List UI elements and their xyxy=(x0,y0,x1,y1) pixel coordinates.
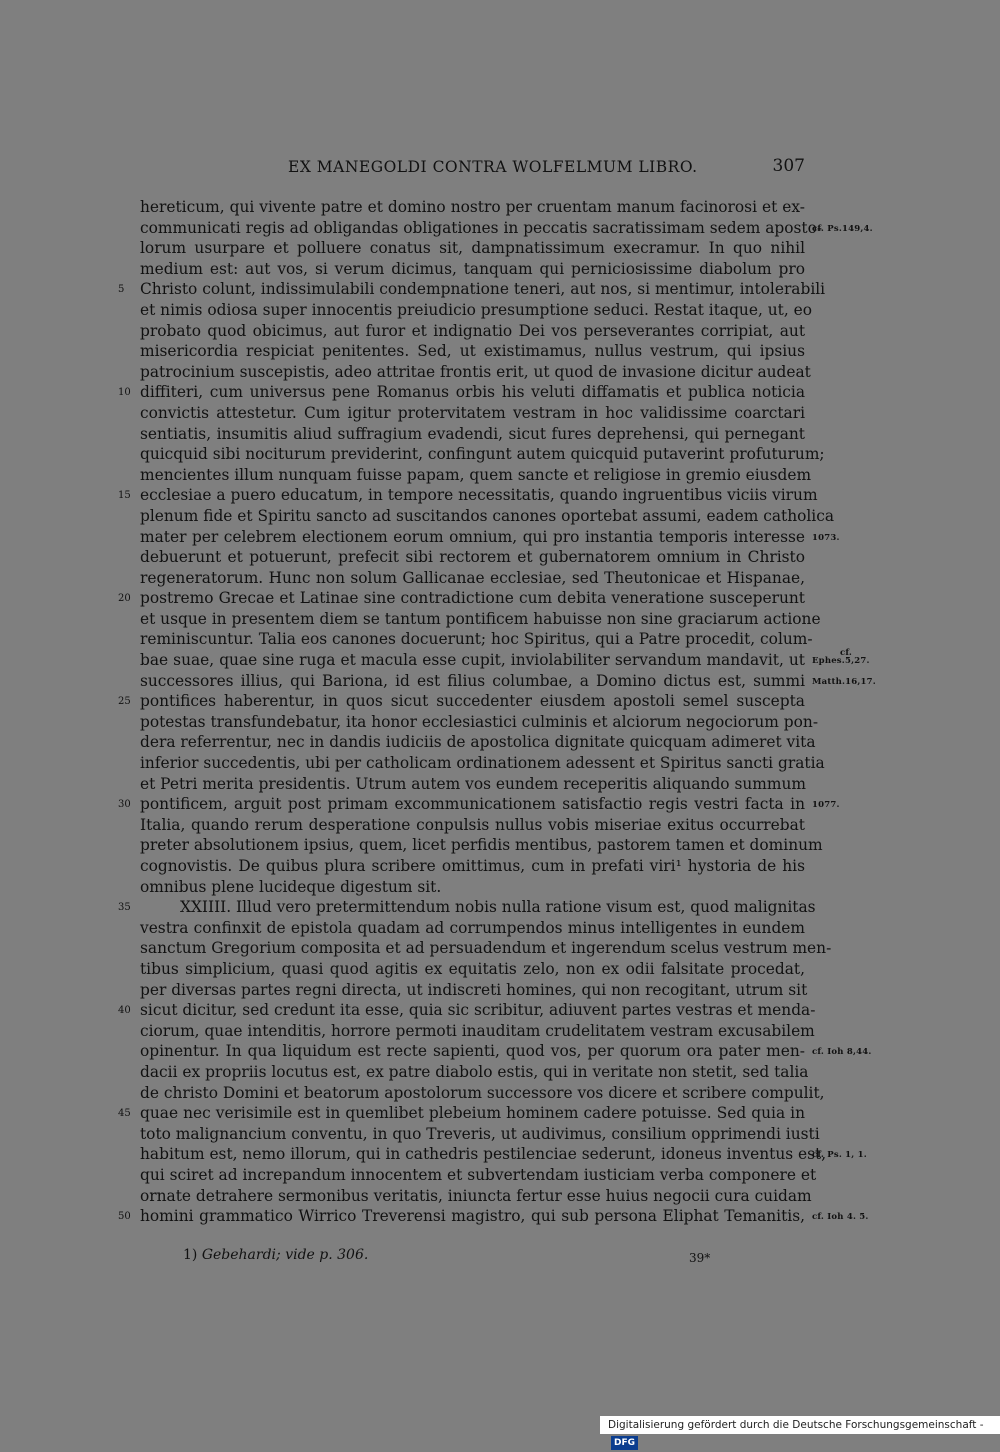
text-line xyxy=(118,1103,805,1124)
line-text: vestra confinxit de epistola quadam ad corrumpendos minus intelligentes in eundem xyxy=(140,918,805,937)
line-text: tibus simplicium, quasi quod agitis ex equitatis zelo, non ex odii falsitate procedat, xyxy=(140,959,805,978)
text-line xyxy=(118,485,818,506)
text-line xyxy=(140,609,821,630)
line-text: inferior succedentis, ubi per catholicam ordinationem adessent et Spiritus sancti gratia xyxy=(140,754,825,773)
line-text: quicquid sibi nociturum previderint, confingunt autem quicquid putaverint profuturum; xyxy=(140,445,825,464)
line-text: dera referrentur, nec in dandis iudiciis de apostolica dignitate quicquam adimeret vita xyxy=(140,733,816,752)
text-line xyxy=(140,238,805,259)
text-line xyxy=(140,1041,872,1062)
line-number: 50 xyxy=(118,1211,131,1223)
marginal-note: cf. xyxy=(840,648,853,659)
text-line xyxy=(140,629,813,650)
line-text: sanctum Gregorium composita et ad persuadendum et ingerendum scelus vestrum men- xyxy=(140,939,832,958)
line-number: 5 xyxy=(118,284,125,296)
dfg-logo: DFG xyxy=(611,1436,638,1450)
marginal-note: cf. Ps.149,4. xyxy=(812,223,873,234)
text-line xyxy=(118,382,805,403)
line-text: ciorum, quae intenditis, horrore permoti inauditam crudelitatem vestram excusabilem xyxy=(140,1021,815,1040)
text-line xyxy=(140,732,816,753)
footnote-text: Gebehardi; vide p. 306. xyxy=(201,1247,369,1263)
text-line xyxy=(140,259,805,280)
line-text: preter absolutionem ipsius, quem, licet perfidis mentibus, pastorem tamen et dominum xyxy=(140,836,823,855)
text-line xyxy=(118,691,805,712)
text-line xyxy=(140,1021,815,1042)
line-text: probato quod obicimus, aut furor et indignatio Dei vos perseverantes corripiat, aut xyxy=(140,321,805,340)
line-text: sentiatis, insumitis aliud suffragium evadendi, sicut fures deprehensi, qui pernegant xyxy=(140,424,805,443)
line-text: omnibus plene lucideque digestum sit. xyxy=(140,877,442,896)
line-number: 20 xyxy=(118,593,131,605)
line-text: convictis attestetur. Cum igitur protervitatem vestram in hoc validissime coarctari xyxy=(140,403,805,422)
line-text: et Petri merita presidentis. Utrum autem vos eundem receperitis aliquando summum xyxy=(140,774,806,793)
text-line xyxy=(140,300,812,321)
line-text: patrocinium suscepistis, adeo attritae frontis erit, ut quod de invasione dicitur audeat xyxy=(140,362,811,381)
line-text: dacii ex propriis locutus est, ex patre diabolo estis, qui in veritate non stetit, sed talia xyxy=(140,1062,809,1081)
line-text: potestas transfundebatur, ita honor ecclesiastici culminis et alciorum negociorum pon- xyxy=(140,712,819,731)
line-text: regeneratorum. Hunc non solum Gallicanae ecclesiae, sed Theutonicae et Hispanae, xyxy=(140,568,805,587)
text-line xyxy=(118,588,805,609)
text-line xyxy=(140,712,819,733)
line-text: mencientes illum nunquam fuisse papam, quem sancte et religiose in gremio eiusdem xyxy=(140,465,812,484)
text-line xyxy=(140,648,870,671)
line-number: 30 xyxy=(118,799,131,811)
line-text: debuerunt et potuerunt, prefecit sibi rectorem et gubernatorem omnium in Christo xyxy=(140,548,805,567)
text-line xyxy=(140,506,835,527)
line-text: mater per celebrem electionem eorum omnium, qui pro instantia temporis interesse xyxy=(140,527,805,546)
text-line xyxy=(140,753,825,774)
line-text: plenum fide et Spiritu sancto ad suscitandos canones oportebat assumi, eadem catholica xyxy=(140,506,835,525)
line-number: 25 xyxy=(118,696,131,708)
line-text: sicut dicitur, sed credunt ita esse, quia sic scribitur, adiuvent partes vestras et menda- xyxy=(140,1001,816,1020)
line-text: successores illius, qui Bariona, id est filius columbae, a Domino dictus est, summi xyxy=(140,671,805,690)
running-title: EX MANEGOLDI CONTRA WOLFELMUM LIBRO. xyxy=(288,158,698,176)
line-text: reminiscuntur. Talia eos canones docuerunt; hoc Spiritus, qui a Patre procedit, colum- xyxy=(140,630,813,649)
line-number: 10 xyxy=(118,387,131,399)
footnote xyxy=(183,1247,368,1263)
line-text: habitum est, nemo illorum, qui in cathedris pestilenciae sederunt, idoneus inventus est, xyxy=(140,1145,827,1164)
line-number: 40 xyxy=(118,1005,131,1017)
text-line xyxy=(140,403,805,424)
line-text: quae nec verisimile est in quemlibet plebeium hominem cadere potuisse. Sed quia in xyxy=(140,1104,805,1123)
text-line xyxy=(118,1206,869,1227)
text-line xyxy=(118,279,826,300)
line-text: et usque in presentem diem se tantum pontificem habuisse non sine graciarum actione xyxy=(140,609,821,628)
marginal-note: Ephes.5,27. xyxy=(812,656,870,667)
line-text: cognovistis. De quibus plura scribere omittimus, cum in prefati viri¹ hystoria de his xyxy=(140,857,805,875)
text-line xyxy=(140,568,805,589)
text-line xyxy=(140,815,805,836)
text-line xyxy=(140,938,832,959)
text-line xyxy=(140,341,805,362)
text-line xyxy=(140,1124,820,1145)
text-line xyxy=(140,918,805,939)
footer-text: Digitalisierung gefördert durch die Deutsche Forschungsgemeinschaft - xyxy=(608,1419,984,1431)
text-line xyxy=(140,856,805,877)
line-number: 15 xyxy=(118,490,131,502)
line-text: communicati regis ad obligandas obligationes in peccatis sacratissimam sedem aposto- xyxy=(140,218,823,237)
text-line xyxy=(140,877,805,898)
line-number: 35 xyxy=(118,902,131,914)
text-line xyxy=(140,1144,867,1165)
text-line xyxy=(118,897,816,918)
text-line xyxy=(140,465,812,486)
line-text: ornate detrahere sermonibus veritatis, iniuncta fertur esse huius negocii cura cuidam xyxy=(140,1186,812,1205)
line-text: homini grammatico Wirrico Treverensi magistro, qui sub persona Eliphat Temanitis, xyxy=(140,1207,805,1226)
running-header xyxy=(140,158,805,182)
text-line xyxy=(140,362,811,383)
line-text: pontificem, arguit post primam excommunicationem satisfactio regis vestri facta in xyxy=(140,795,805,814)
text-line xyxy=(118,794,840,815)
line-text: misericordia respiciat penitentes. Sed, ut existimamus, nullus vestrum, qui ipsius xyxy=(140,342,805,361)
line-text: Italia, quando rerum desperatione conpulsis nullus vobis miseriae exitus occurrebat xyxy=(140,815,805,834)
text-line xyxy=(140,835,823,856)
text-line xyxy=(140,547,805,568)
line-text: diffiteri, cum universus pene Romanus orbis his veluti diffamatis et publica noticia xyxy=(140,383,805,402)
line-text: qui sciret ad increpandum innocentem et subvertendam iusticiam verba componere et xyxy=(140,1165,817,1184)
marginal-note: 1077. xyxy=(812,800,840,811)
text-line xyxy=(140,671,876,692)
main-text xyxy=(118,197,876,1227)
line-text: pontifices haberentur, in quos sicut succedenter eiusdem apostoli semel suscepta xyxy=(140,692,805,711)
text-line xyxy=(140,980,808,1001)
text-line xyxy=(118,1000,816,1021)
text-line xyxy=(140,218,873,239)
text-line xyxy=(140,527,840,548)
footnote-mark: 1) xyxy=(183,1247,198,1263)
line-text: de christo Domini et beatorum apostolorum successore vos dicere et scribere compulit, xyxy=(140,1083,825,1102)
text-line xyxy=(140,197,805,218)
page-number: 307 xyxy=(772,156,805,176)
line-number: 45 xyxy=(118,1108,131,1120)
line-text: Christo colunt, indissimulabili condempnatione teneri, aut nos, si mentimur, intolerabili xyxy=(140,280,826,299)
line-text: postremo Grecae et Latinae sine contradictione cum debita veneratione susceperunt xyxy=(140,589,805,608)
line-text: ecclesiae a puero educatum, in tempore necessitatis, quando ingruentibus viciis virum xyxy=(140,486,818,505)
line-text: bae suae, quae sine ruga et macula esse cupit, inviolabiliter servandum mandavit, ut xyxy=(140,651,805,670)
line-text: toto malignancium conventu, in quo Treveris, ut audivimus, consilium opprimendi iusti xyxy=(140,1124,820,1143)
line-text: hereticum, qui vivente patre et domino nostro per cruentam manum facinorosi et ex- xyxy=(140,198,805,216)
line-text: opinentur. In qua liquidum est recte sapienti, quod vos, per quorum ora pater men- xyxy=(140,1042,805,1061)
line-text: et nimis odiosa super innocentis preiudicio presumptione seduci. Restat itaque, ut, eo xyxy=(140,300,812,319)
text-line xyxy=(140,1186,812,1207)
text-line xyxy=(140,321,805,342)
line-text: per diversas partes regni directa, ut indiscreti homines, qui non recogitant, utrum sit xyxy=(140,980,808,999)
text-line xyxy=(140,424,805,445)
text-line xyxy=(140,1083,825,1104)
marginal-note: cf. Ps. 1, 1. xyxy=(812,1150,867,1161)
line-text: lorum usurpare et polluere conatus sit, dampnatissimum execramur. In quo nihil xyxy=(140,239,805,258)
signature-mark: 39* xyxy=(689,1251,711,1265)
marginal-note: cf. Ioh 8,44. xyxy=(812,1047,872,1058)
text-line xyxy=(140,959,805,980)
marginal-note: 1073. xyxy=(812,532,840,543)
line-text: medium est: aut vos, si verum dicimus, tanquam qui perniciosissime diabolum pro xyxy=(140,259,805,278)
line-text: XXIIII. Illud vero pretermittendum nobis nulla ratione visum est, quod malignitas xyxy=(180,898,816,917)
marginal-note: cf. Ioh 4. 5. xyxy=(812,1212,869,1223)
text-line xyxy=(140,1165,817,1186)
text-line xyxy=(140,774,805,795)
marginal-note: Matth.16,17. xyxy=(812,676,876,687)
text-line xyxy=(140,444,825,465)
dfg-footer xyxy=(600,1416,1000,1448)
text-line xyxy=(140,1062,809,1083)
